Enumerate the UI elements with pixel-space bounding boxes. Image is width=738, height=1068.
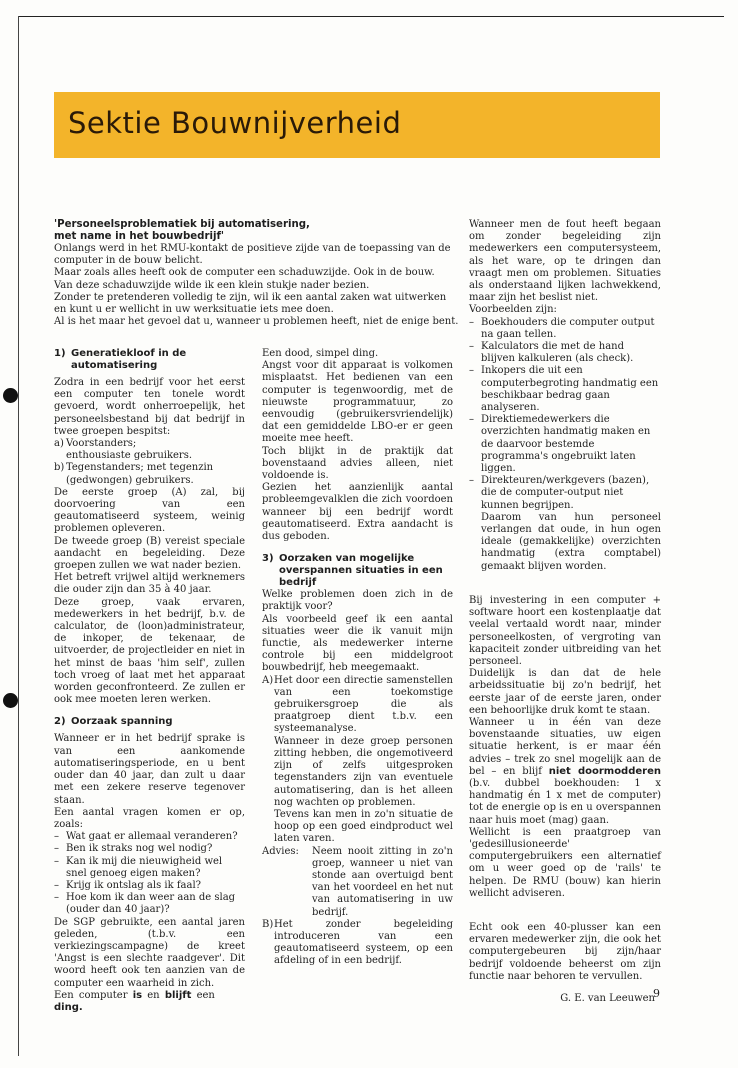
column-3 [469,219,661,1005]
section-1-heading [54,348,245,372]
bold-run: ding. [54,1001,83,1013]
list-text: Het zonder begeleiding introduceren van een geautomatiseerd systeem, op een afdeling of in een bedrijf. [274,918,453,967]
list-text: Het door een directie samenstellen van een toekomstige gebruikersgroep die als praatgroep dient t.b.v. een systeemanalyse. [274,674,453,735]
paragraph: Toch blijkt in de praktijk dat bovenstaand advies alleen, niet voldoende is. [262,445,453,482]
list-label: b) [54,462,65,474]
article-title-line-2: met name in het bouwbedrijf' [54,231,225,242]
list-text: Tegenstanders; met tegenzin [66,462,214,474]
column-1 [54,348,245,1014]
list-item [262,675,453,736]
article-intro [54,219,460,328]
text-run: een [196,989,215,1001]
section-1-title-a: Generatiekloof in de [71,348,187,359]
list-subtext: (gedwongen) gebruikers. [66,474,194,486]
example-item: – Direktiemedewerkers die overzichten handmatig maken en de daarvoor bestemde programma's ongebruikt laten liggen. [469,414,661,475]
example-continuation: Daarom van hun personeel verlangen dat oude, in hun ogen ideale (gemakkelijke) overzichten handmatig (extra comptabel) gemaakt blijven worden. [481,511,661,572]
advice-item [262,846,453,919]
paragraph: Echt ook een 40-plusser kan een ervaren medewerker zijn, die ook het computergebeuren bij zijn/haar bedrijf voldoende beheerst om zijn functie naar behoren te vervullen. [469,921,661,982]
paragraph: Wanneer men de fout heeft begaan om zonder begeleiding zijn medewerkers een computersysteem, als het ware, op te dringen dan vraagt men om problemen. Situaties als onderstaand lijken lachwekkend, maar zijn het beslist niet. [469,219,661,304]
example-item: – Boekhouders die computer output na gaan tellen. [469,317,661,341]
text-run: en [147,989,160,1001]
section-2-title: Oorzaak spanning [71,716,173,728]
paragraph: Wanneer er in het bedrijf sprake is van een aankomende automatiseringsperiode, en u bent ouder dan 40 jaar, dan zult u daar met een zekere reserve tegenover staan. [54,733,245,806]
paragraph: Een aantal vragen komen er op, zoals: [54,806,245,830]
closing-line [54,990,245,1014]
paragraph: De SGP gebruikte, een aantal jaren geleden, (t.b.v. een verkiezingscampagne) de kreet 'Angst is een slechte raadgever'. Dit woord heeft ook ten aanzien van de computer een waarheid in zich. [54,916,245,989]
intro-paragraph: Van deze schaduwzijde wilde ik een klein stukje nader bezien. [54,279,370,291]
bold-run: blijft [164,989,192,1001]
section-3-heading [262,553,453,589]
section-1-title-b: automatisering [71,360,158,371]
text-run: Een computer [54,989,128,1001]
section-1-number: 1) [54,348,66,359]
paragraph: Het betreft vrijwel altijd werknemers die ouder zijn dan 35 à 40 jaar. [54,572,245,596]
left-border-line [18,16,19,1056]
list-text: Voorstanders; [66,438,137,450]
list-subtext: enthousiaste gebruikers. [66,450,193,462]
list-item [262,919,453,968]
paragraph: Voorbeelden zijn: [469,304,557,316]
section-2-number: 2) [54,716,66,728]
intro-paragraph: Al is het maar het gevoel dat u, wanneer u problemen heeft, niet de enige bent. [54,316,459,328]
text-run: (b.v. dubbel boekhouden: 1 x handmatig én 1 x met de computer) tot de energie op is en u overspannen naar huis moet (mag) gaan. [469,777,661,826]
question-item: – Ben ik straks nog wel nodig? [54,843,245,855]
paragraph: Angst voor dit apparaat is volkomen misplaatst. Het bedienen van een computer is tegenwoordig, met de nieuwste programmatuur, zo eenvoudig (gebruikersvriendelijk) dat een gemiddelde LBO-er er geen moeite mee heeft. [262,360,453,445]
list-item [54,462,245,474]
section-3-number: 3) [262,553,274,565]
advice-text: Neem nooit zitting in zo'n groep, wanneer u niet van stonde aan overtuigd bent van het voordeel en het nut van automatisering in uw bedrijf. [312,845,453,918]
intro-paragraph: Zonder te pretenderen volledig te zijn, wil ik een aantal zaken wat uitwerken en kunt u er wellicht in uw werksituatie iets mee doen. [54,291,447,316]
list-label: a) [54,438,64,450]
article-title-line-1: 'Personeelsproblematiek bij automatisering, [54,219,310,230]
section-banner [54,92,660,158]
text-run: Wanneer u in één van deze bovenstaande situaties, uw eigen situatie herkent, is er maar één advies – trek zo snel mogelijk aan de bel – en blijf [469,716,661,777]
paragraph: Als voorbeeld geef ik een aantal situaties weer die ik vanuit mijn functie, als medewerker interne controle bij een middelgroot bouwbedrijf, heb meegemaakt. [262,613,453,674]
section-2-heading [54,716,245,728]
list-continuation: Wanneer in deze groep personen zitting hebben, die ongemotiveerd zijn of zelfs uitgesproken tegenstanders zijn van eventuele automatisering, dan is het alleen nog wachten op problemen. [274,735,453,808]
column-2 [262,348,453,968]
paragraph: Welke problemen doen zich in de praktijk voor? [262,589,453,613]
paragraph: De tweede groep (B) vereist speciale aandacht en begeleiding. Deze groepen zullen we wat nader bezien. [54,535,245,572]
paragraph: Duidelijk is dan dat de hele arbeidssituatie bij zo'n bedrijf, het eerste jaar of de eerste jaren, onder een behoorlijke druk komt te staan. [469,668,661,716]
advice-label: Advies: [262,845,299,857]
list-label: A) [262,674,274,686]
list-label: B) [262,918,274,930]
question-item: – Hoe kom ik dan weer aan de slag (ouder dan 40 jaar)? [54,892,245,916]
paragraph: De eerste groep (A) zal, bij doorvoering van een geautomatiseerd systeem, weinig problemen opleveren. [54,486,245,535]
section-title: Sektie Bouwnijverheid [68,106,402,140]
top-border-line [18,16,724,17]
intro-paragraph: Maar zoals alles heeft ook de computer een schaduwzijde. Ook in de bouw. [54,267,435,279]
bold-run: is [132,989,143,1001]
section-3-title-a: Oorzaken van mogelijke [279,553,415,565]
paragraph: Wellicht is een praatgroep van 'gedesillusioneerde' computergebruikers een alternatief om u weer goed op de 'rails' te helpen. De RMU (bouw) kan hierin wellicht adviseren. [469,826,661,899]
list-continuation: Tevens kan men in zo'n situatie de hoop op een goed eindproduct wel laten varen. [274,808,453,845]
binder-hole-bottom [3,693,18,708]
question-item: – Kan ik mij die nieuwigheid wel snel genoeg eigen maken? [54,856,245,880]
paragraph: Zodra in een bedrijf voor het eerst een computer ten tonele wordt gevoerd, wordt onherroepelijk, het personeelsbestand bij dat bedrijf in twee groepen bespitst: [54,377,245,437]
example-item: – Direkteuren/werkgevers (bazen), die de computer-output niet kunnen begrijpen. [469,475,661,512]
paragraph: Een dood, simpel ding. [262,348,379,359]
question-item: – Wat gaat er allemaal veranderen? [54,831,245,843]
list-item [54,438,245,450]
paragraph [469,717,661,827]
binder-hole-top [3,388,18,403]
intro-paragraph: Onlangs werd in het RMU-kontakt de positieve zijde van de toepassing van de computer in de bouw belicht. [54,243,451,267]
section-3-title-b: overspannen situaties in een [279,565,443,577]
question-item: – Krijg ik ontslag als ik faal? [54,880,245,892]
author-signature: G. E. van Leeuwen [560,992,655,1004]
example-item: – Inkopers die uit een computerbegroting handmatig een beschikbaar bedrag gaan analyseren. [469,365,661,414]
bold-run: niet doormodderen [548,765,661,777]
paragraph: Gezien het aanzienlijk aantal probleemgevalklen die zich voordoen wanneer bij een bedrijf wordt geautomatiseerd. Extra aandacht is dus geboden. [262,482,453,543]
paragraph: Deze groep, vaak ervaren, medewerkers in het bedrijf, b.v. de calculator, de (loon)administrateur, de inkoper, de tekenaar, de uitvoerder, de projectleider en niet in het minst de baas 'him self', zullen toch vroeg of laat met het apparaat worden geconfronteerd. Ze zullen er ook mee moeten leren werken. [54,596,245,706]
section-3-title-c: bedrijf [279,577,317,589]
paragraph: Bij investering in een computer + software hoort een kostenplaatje dat veelal vertaald wordt naar, minder personeelkosten, of vergroting van kapaciteit zonder uitbreiding van het personeel. [469,594,661,667]
example-item: – Kalculators die met de hand blijven kalkuleren (als check). [469,341,661,365]
page-number: 9 [653,987,660,1000]
